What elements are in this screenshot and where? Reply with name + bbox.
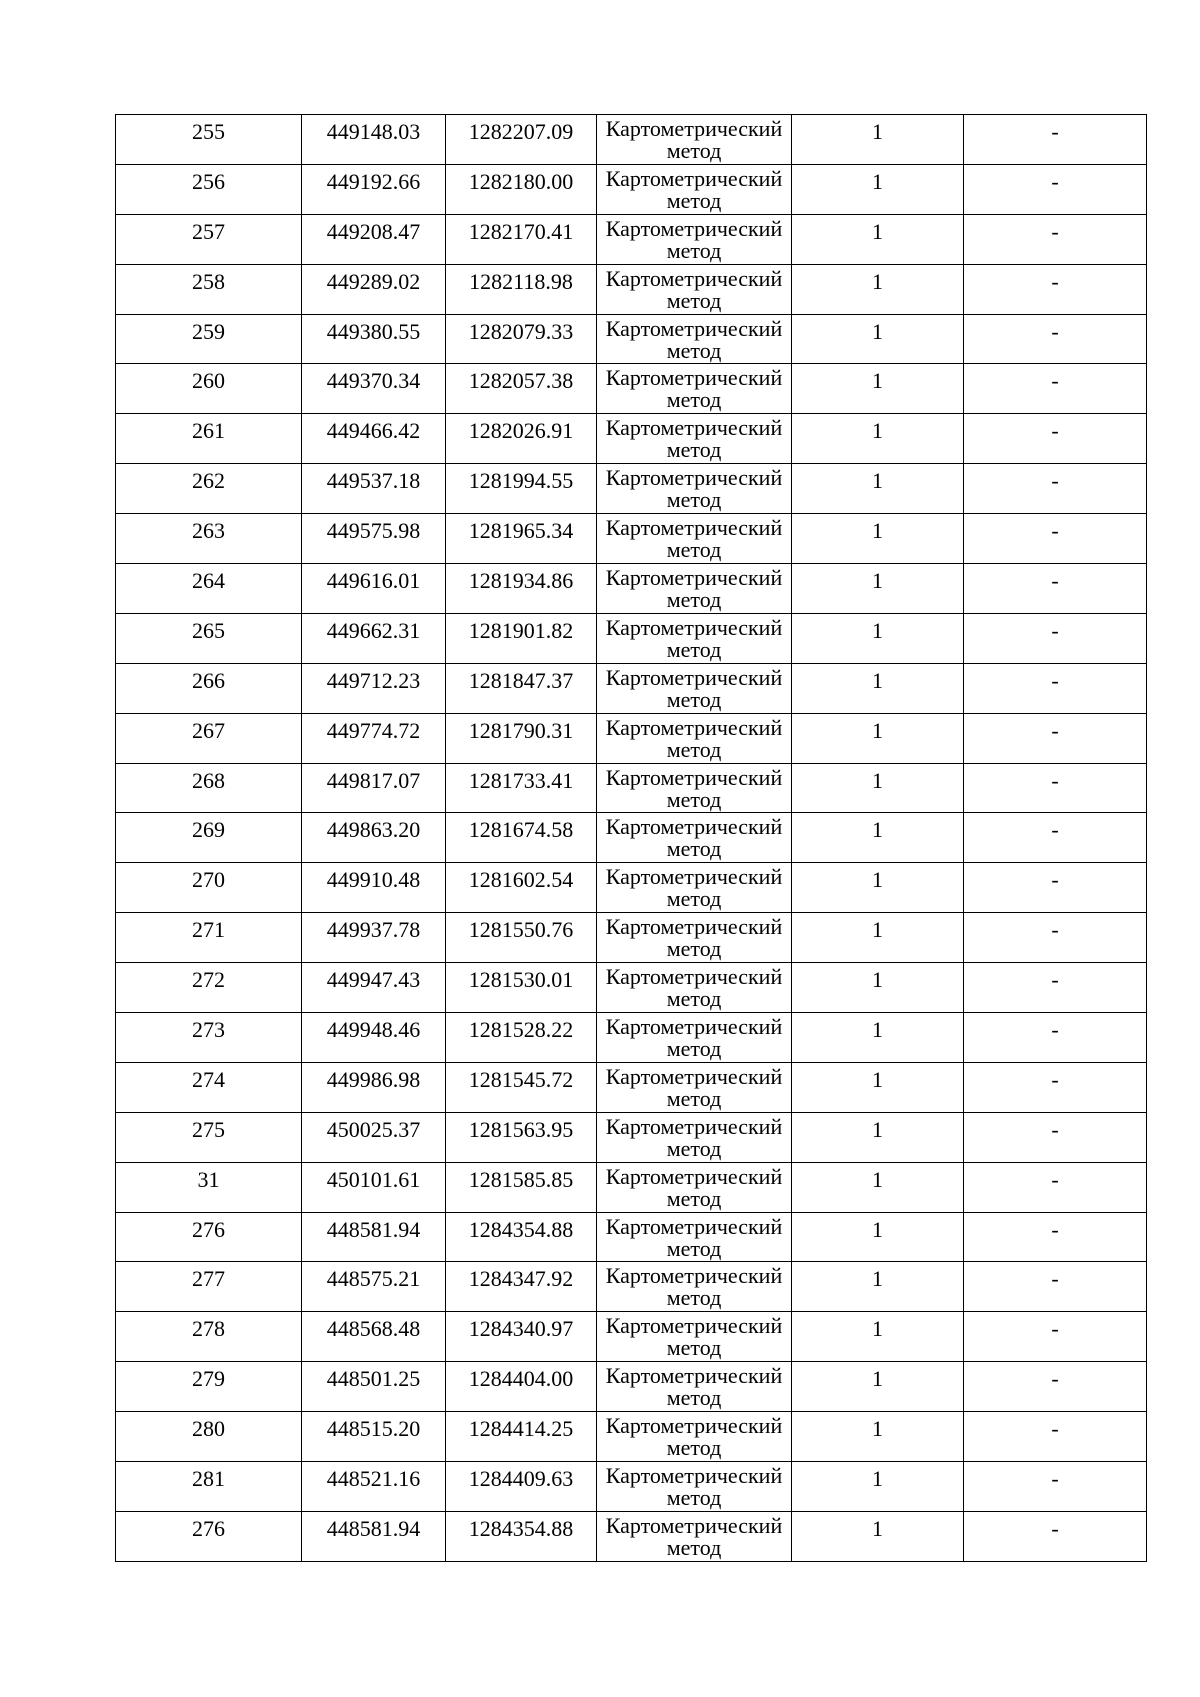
method-line-2: метод [666,237,722,263]
y-coordinate-cell: 1281733.41 [446,763,597,813]
accuracy-cell: 1 [792,1511,964,1561]
accuracy-cell: 1 [792,913,964,963]
y-coordinate-cell: 1281585.85 [446,1162,597,1212]
method-cell [597,1312,792,1362]
x-coordinate-cell: 450025.37 [302,1112,446,1162]
method-line-2: метод [666,636,722,662]
point-number-cell: 262 [116,464,302,514]
point-number-cell: 267 [116,713,302,763]
note-cell: - [964,1412,1147,1462]
method-line-2: метод [666,836,722,862]
note-cell: - [964,364,1147,414]
method-line-2: метод [666,1435,722,1461]
point-number-cell: 276 [116,1511,302,1561]
y-coordinate-cell: 1282057.38 [446,364,597,414]
x-coordinate-cell: 449712.23 [302,663,446,713]
y-coordinate-cell: 1281602.54 [446,863,597,913]
x-coordinate-cell: 449662.31 [302,613,446,663]
method-line-2: метод [666,686,722,712]
method-line-1: Картометрический [605,565,783,591]
method-cell [597,364,792,414]
accuracy-cell: 1 [792,1212,964,1262]
y-coordinate-cell: 1284347.92 [446,1262,597,1312]
method-line-1: Картометрический [605,864,783,890]
method-line-1: Картометрический [605,1313,783,1339]
note-cell: - [964,1262,1147,1312]
table-row [116,1462,1147,1512]
method-line-1: Картометрический [605,1512,783,1538]
point-number-cell: 275 [116,1112,302,1162]
accuracy-cell: 1 [792,214,964,264]
accuracy-cell: 1 [792,1412,964,1462]
x-coordinate-cell: 449948.46 [302,1013,446,1063]
x-coordinate-cell: 449466.42 [302,414,446,464]
method-line-2: метод [666,1085,722,1111]
y-coordinate-cell: 1282079.33 [446,314,597,364]
table-row [116,863,1147,913]
x-coordinate-cell: 449370.34 [302,364,446,414]
method-cell [597,214,792,264]
method-line-1: Картометрический [605,215,783,241]
y-coordinate-cell: 1282207.09 [446,115,597,165]
method-cell [597,763,792,813]
x-coordinate-cell: 448515.20 [302,1412,446,1462]
table-row [116,264,1147,314]
point-number-cell: 269 [116,813,302,863]
accuracy-cell: 1 [792,1162,964,1212]
point-number-cell: 260 [116,364,302,414]
y-coordinate-cell: 1281530.01 [446,963,597,1013]
method-line-1: Картометрический [605,465,783,491]
table-row [116,414,1147,464]
method-line-2: метод [666,387,722,413]
method-cell [597,863,792,913]
note-cell: - [964,863,1147,913]
method-line-2: метод [666,587,722,613]
method-cell [597,1262,792,1312]
table-row [116,1312,1147,1362]
point-number-cell: 255 [116,115,302,165]
method-cell [597,663,792,713]
x-coordinate-cell: 449537.18 [302,464,446,514]
x-coordinate-cell: 449947.43 [302,963,446,1013]
accuracy-cell: 1 [792,1362,964,1412]
accuracy-cell: 1 [792,963,964,1013]
method-line-1: Картометрический [605,664,783,690]
note-cell: - [964,963,1147,1013]
accuracy-cell: 1 [792,1262,964,1312]
method-cell [597,514,792,564]
point-number-cell: 263 [116,514,302,564]
table-row [116,963,1147,1013]
table-row [116,464,1147,514]
x-coordinate-cell: 448581.94 [302,1212,446,1262]
accuracy-cell: 1 [792,264,964,314]
method-line-1: Картометрический [605,1413,783,1439]
y-coordinate-cell: 1284414.25 [446,1412,597,1462]
method-cell [597,1362,792,1412]
note-cell: - [964,813,1147,863]
accuracy-cell: 1 [792,863,964,913]
accuracy-cell: 1 [792,1013,964,1063]
method-line-2: метод [666,936,722,962]
table-row [116,913,1147,963]
method-line-2: метод [666,487,722,513]
point-number-cell: 266 [116,663,302,713]
method-cell [597,164,792,214]
table-row [116,1362,1147,1412]
accuracy-cell: 1 [792,613,964,663]
method-line-1: Картометрический [605,1463,783,1489]
method-cell [597,264,792,314]
method-cell [597,713,792,763]
y-coordinate-cell: 1282170.41 [446,214,597,264]
accuracy-cell: 1 [792,1312,964,1362]
method-cell [597,1462,792,1512]
method-cell [597,564,792,614]
method-line-2: метод [666,1235,722,1261]
method-line-2: метод [666,886,722,912]
method-line-1: Картометрический [605,265,783,291]
accuracy-cell: 1 [792,364,964,414]
x-coordinate-cell: 449289.02 [302,264,446,314]
point-number-cell: 279 [116,1362,302,1412]
method-line-1: Картометрический [605,116,783,141]
method-cell [597,613,792,663]
method-line-2: метод [666,1385,722,1411]
method-line-2: метод [666,287,722,313]
table-row [116,1262,1147,1312]
note-cell: - [964,414,1147,464]
table-row [116,115,1147,165]
x-coordinate-cell: 448581.94 [302,1511,446,1561]
y-coordinate-cell: 1281790.31 [446,713,597,763]
point-number-cell: 257 [116,214,302,264]
method-cell [597,1112,792,1162]
method-cell [597,1511,792,1561]
y-coordinate-cell: 1281563.95 [446,1112,597,1162]
method-line-2: метод [666,986,722,1012]
method-line-1: Картометрический [605,1063,783,1089]
note-cell: - [964,514,1147,564]
table-row [116,1412,1147,1462]
point-number-cell: 276 [116,1212,302,1262]
note-cell: - [964,1013,1147,1063]
point-number-cell: 265 [116,613,302,663]
table-row [116,613,1147,663]
method-line-1: Картометрический [605,1163,783,1189]
note-cell: - [964,314,1147,364]
x-coordinate-cell: 449148.03 [302,115,446,165]
x-coordinate-cell: 448521.16 [302,1462,446,1512]
table-row [116,713,1147,763]
x-coordinate-cell: 449575.98 [302,514,446,564]
y-coordinate-cell: 1284404.00 [446,1362,597,1412]
method-cell [597,813,792,863]
note-cell: - [964,663,1147,713]
note-cell: - [964,1212,1147,1262]
point-number-cell: 261 [116,414,302,464]
method-line-1: Картометрический [605,365,783,391]
point-number-cell: 31 [116,1162,302,1212]
method-line-1: Картометрический [605,814,783,840]
y-coordinate-cell: 1282180.00 [446,164,597,214]
y-coordinate-cell: 1282118.98 [446,264,597,314]
table-row [116,1062,1147,1112]
note-cell: - [964,264,1147,314]
table-row [116,813,1147,863]
point-number-cell: 256 [116,164,302,214]
accuracy-cell: 1 [792,314,964,364]
method-cell [597,1013,792,1063]
point-number-cell: 274 [116,1062,302,1112]
point-number-cell: 258 [116,264,302,314]
note-cell: - [964,613,1147,663]
method-cell [597,1062,792,1112]
x-coordinate-cell: 449817.07 [302,763,446,813]
y-coordinate-cell: 1284354.88 [446,1511,597,1561]
accuracy-cell: 1 [792,1462,964,1512]
accuracy-cell: 1 [792,1112,964,1162]
table-row [116,1162,1147,1212]
accuracy-cell: 1 [792,813,964,863]
method-line-1: Картометрический [605,1213,783,1239]
table-row [116,1013,1147,1063]
y-coordinate-cell: 1282026.91 [446,414,597,464]
note-cell: - [964,1062,1147,1112]
method-line-1: Картометрический [605,315,783,341]
x-coordinate-cell: 449380.55 [302,314,446,364]
accuracy-cell: 1 [792,115,964,165]
y-coordinate-cell: 1284354.88 [446,1212,597,1262]
x-coordinate-cell: 449616.01 [302,564,446,614]
x-coordinate-cell: 449910.48 [302,863,446,913]
accuracy-cell: 1 [792,1062,964,1112]
method-line-2: метод [666,736,722,762]
note-cell: - [964,214,1147,264]
note-cell: - [964,564,1147,614]
point-number-cell: 270 [116,863,302,913]
table-row [116,1112,1147,1162]
method-cell [597,414,792,464]
table-row [116,214,1147,264]
y-coordinate-cell: 1281847.37 [446,663,597,713]
method-line-2: метод [666,1534,722,1560]
method-line-2: метод [666,1335,722,1361]
point-number-cell: 271 [116,913,302,963]
note-cell: - [964,1511,1147,1561]
method-line-1: Картометрический [605,415,783,441]
method-line-1: Картометрический [605,515,783,541]
x-coordinate-cell: 448501.25 [302,1362,446,1412]
method-line-2: метод [666,187,722,213]
method-cell [597,314,792,364]
table-row [116,1212,1147,1262]
y-coordinate-cell: 1281674.58 [446,813,597,863]
accuracy-cell: 1 [792,164,964,214]
method-line-2: метод [666,1135,722,1161]
method-line-2: метод [666,138,722,163]
y-coordinate-cell: 1281994.55 [446,464,597,514]
method-line-2: метод [666,786,722,812]
method-cell [597,115,792,165]
y-coordinate-cell: 1281901.82 [446,613,597,663]
method-line-2: метод [666,1185,722,1211]
y-coordinate-cell: 1284340.97 [446,1312,597,1362]
point-number-cell: 281 [116,1462,302,1512]
method-line-2: метод [666,337,722,363]
point-number-cell: 272 [116,963,302,1013]
method-cell [597,963,792,1013]
accuracy-cell: 1 [792,514,964,564]
method-line-1: Картометрический [605,1014,783,1040]
note-cell: - [964,1112,1147,1162]
accuracy-cell: 1 [792,663,964,713]
table-row [116,564,1147,614]
method-line-1: Картометрический [605,914,783,940]
note-cell: - [964,763,1147,813]
note-cell: - [964,913,1147,963]
accuracy-cell: 1 [792,414,964,464]
x-coordinate-cell: 448568.48 [302,1312,446,1362]
table-row [116,1511,1147,1561]
point-number-cell: 273 [116,1013,302,1063]
accuracy-cell: 1 [792,564,964,614]
method-cell [597,913,792,963]
note-cell: - [964,115,1147,165]
point-number-cell: 277 [116,1262,302,1312]
note-cell: - [964,464,1147,514]
method-line-2: метод [666,437,722,463]
note-cell: - [964,1362,1147,1412]
table-row [116,514,1147,564]
method-line-1: Картометрический [605,165,783,191]
method-line-1: Картометрический [605,964,783,990]
x-coordinate-cell: 449774.72 [302,713,446,763]
method-cell [597,1212,792,1262]
method-line-2: метод [666,1285,722,1311]
table-row [116,364,1147,414]
table-row [116,663,1147,713]
x-coordinate-cell: 449937.78 [302,913,446,963]
method-cell [597,1162,792,1212]
method-line-1: Картометрический [605,1113,783,1139]
note-cell: - [964,1462,1147,1512]
method-line-1: Картометрический [605,1263,783,1289]
method-line-2: метод [666,1485,722,1511]
method-line-1: Картометрический [605,764,783,790]
note-cell: - [964,713,1147,763]
point-number-cell: 268 [116,763,302,813]
x-coordinate-cell: 449192.66 [302,164,446,214]
y-coordinate-cell: 1281545.72 [446,1062,597,1112]
accuracy-cell: 1 [792,464,964,514]
method-line-1: Картометрический [605,1363,783,1389]
x-coordinate-cell: 448575.21 [302,1262,446,1312]
y-coordinate-cell: 1284409.63 [446,1462,597,1512]
note-cell: - [964,164,1147,214]
method-line-2: метод [666,537,722,563]
table-row [116,164,1147,214]
y-coordinate-cell: 1281934.86 [446,564,597,614]
table-row [116,763,1147,813]
x-coordinate-cell: 449863.20 [302,813,446,863]
x-coordinate-cell: 449208.47 [302,214,446,264]
y-coordinate-cell: 1281528.22 [446,1013,597,1063]
note-cell: - [964,1162,1147,1212]
method-line-1: Картометрический [605,714,783,740]
x-coordinate-cell: 449986.98 [302,1062,446,1112]
point-number-cell: 259 [116,314,302,364]
y-coordinate-cell: 1281550.76 [446,913,597,963]
point-number-cell: 264 [116,564,302,614]
method-cell [597,464,792,514]
y-coordinate-cell: 1281965.34 [446,514,597,564]
note-cell: - [964,1312,1147,1362]
table-row [116,314,1147,364]
point-number-cell: 280 [116,1412,302,1462]
method-line-2: метод [666,1036,722,1062]
x-coordinate-cell: 450101.61 [302,1162,446,1212]
method-cell [597,1412,792,1462]
point-number-cell: 278 [116,1312,302,1362]
method-line-1: Картометрический [605,614,783,640]
coordinates-table-body [116,115,1147,1562]
accuracy-cell: 1 [792,763,964,813]
coordinates-table [115,114,1147,1562]
accuracy-cell: 1 [792,713,964,763]
